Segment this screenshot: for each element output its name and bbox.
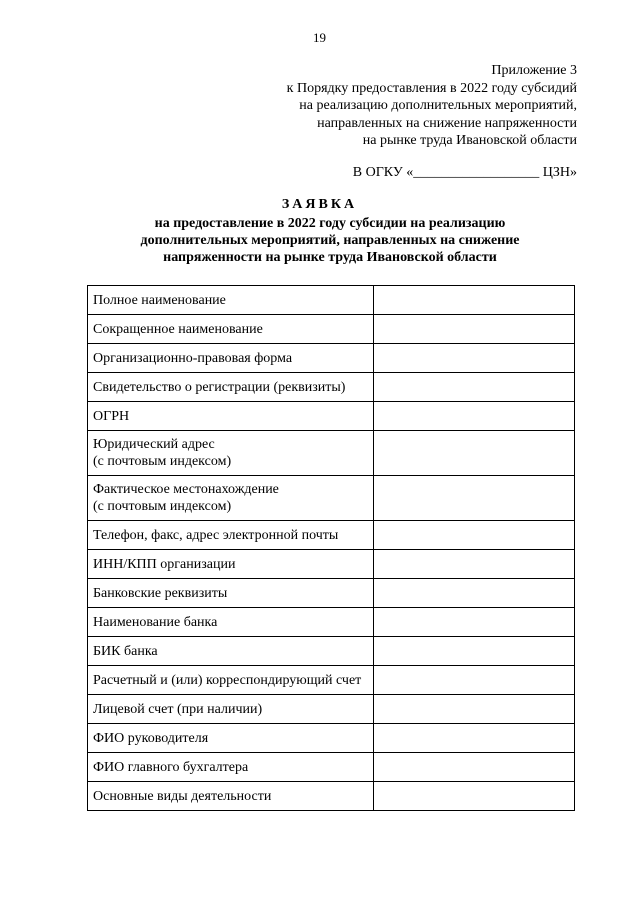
field-value-cell[interactable]	[373, 431, 574, 476]
subtitle-line: напряженности на рынке труда Ивановской области	[163, 250, 497, 265]
field-label: Организационно-правовая форма	[93, 350, 293, 366]
field-label-cell	[88, 666, 374, 695]
field-value-cell[interactable]	[373, 315, 574, 344]
field-label-cell	[88, 579, 374, 608]
field-label-cell	[88, 402, 374, 431]
addressee: В ОГКУ «__________________ ЦЗН»	[352, 165, 577, 180]
table-row	[88, 373, 575, 402]
field-value-cell[interactable]	[373, 373, 574, 402]
field-label: Свидетельство о регистрации (реквизиты)	[93, 379, 346, 395]
table-row	[88, 753, 575, 782]
document-title: ЗАЯВКА	[281, 197, 358, 212]
field-label-cell	[88, 695, 374, 724]
table-row	[88, 782, 575, 811]
field-label-cell	[88, 286, 374, 315]
table-row	[88, 695, 575, 724]
form-table-body	[88, 286, 575, 811]
field-label-cell	[88, 315, 374, 344]
field-value-cell[interactable]	[373, 666, 574, 695]
field-label: (с почтовым индексом)	[93, 499, 232, 514]
field-label-cell	[88, 344, 374, 373]
field-label: ИНН/КПП организации	[93, 556, 236, 572]
field-label: (с почтовым индексом)	[93, 454, 232, 469]
field-label: ФИО главного бухгалтера	[93, 759, 249, 775]
field-label: Сокращенное наименование	[93, 321, 263, 337]
table-row	[88, 431, 575, 476]
appendix-line: Приложение 3	[491, 63, 577, 78]
page-number: 19	[313, 30, 326, 45]
field-value-cell[interactable]	[373, 550, 574, 579]
application-form-table	[87, 285, 575, 811]
appendix-line: направленных на снижение напряженности	[317, 115, 577, 131]
subtitle-line: дополнительных мероприятий, направленных на снижение	[140, 233, 520, 248]
field-label-cell	[88, 550, 374, 579]
appendix-line: на рынке труда Ивановской области	[362, 133, 577, 148]
appendix-line: на реализацию дополнительных мероприятий,	[299, 98, 577, 113]
table-row	[88, 402, 575, 431]
field-label: ФИО руководителя	[93, 730, 209, 746]
table-row	[88, 579, 575, 608]
appendix-line: к Порядку предоставления в 2022 году субсидий	[286, 80, 577, 96]
field-label-cell	[88, 637, 374, 666]
field-label-cell	[88, 521, 374, 550]
field-value-cell[interactable]	[373, 402, 574, 431]
table-row	[88, 724, 575, 753]
field-value-cell[interactable]	[373, 782, 574, 811]
field-label-cell	[88, 782, 374, 811]
table-row	[88, 550, 575, 579]
field-label: Наименование банка	[93, 614, 218, 630]
field-value-cell[interactable]	[373, 637, 574, 666]
appendix-header	[217, 62, 577, 150]
table-row	[88, 315, 575, 344]
field-value-cell[interactable]	[373, 476, 574, 521]
table-row	[88, 476, 575, 521]
field-label-cell	[88, 753, 374, 782]
field-label: Полное наименование	[93, 292, 226, 308]
field-label: Банковские реквизиты	[93, 585, 228, 601]
field-label-cell	[88, 431, 374, 476]
table-row	[88, 344, 575, 373]
field-label: Лицевой счет (при наличии)	[93, 701, 263, 717]
field-label-cell	[88, 476, 374, 521]
field-label: Расчетный и (или) корреспондирующий счет	[93, 672, 362, 688]
field-value-cell[interactable]	[373, 753, 574, 782]
subtitle-line: на предоставление в 2022 году субсидии на реализацию	[154, 216, 506, 231]
field-label: Телефон, факс, адрес электронной почты	[93, 527, 339, 543]
table-row	[88, 637, 575, 666]
field-label: БИК банка	[93, 643, 158, 659]
field-value-cell[interactable]	[373, 344, 574, 373]
field-label-cell	[88, 373, 374, 402]
field-label: ОГРН	[93, 408, 130, 424]
field-label-cell	[88, 608, 374, 637]
field-value-cell[interactable]	[373, 695, 574, 724]
table-row	[88, 286, 575, 315]
table-row	[88, 608, 575, 637]
table-row	[88, 666, 575, 695]
field-value-cell[interactable]	[373, 286, 574, 315]
field-label: Юридический адрес	[93, 437, 215, 452]
field-label: Фактическое местонахождение	[93, 482, 279, 497]
field-value-cell[interactable]	[373, 724, 574, 753]
field-label-cell	[88, 724, 374, 753]
field-label: Основные виды деятельности	[93, 788, 272, 804]
document-subtitle	[60, 215, 600, 266]
field-value-cell[interactable]	[373, 521, 574, 550]
field-value-cell[interactable]	[373, 608, 574, 637]
field-value-cell[interactable]	[373, 579, 574, 608]
table-row	[88, 521, 575, 550]
